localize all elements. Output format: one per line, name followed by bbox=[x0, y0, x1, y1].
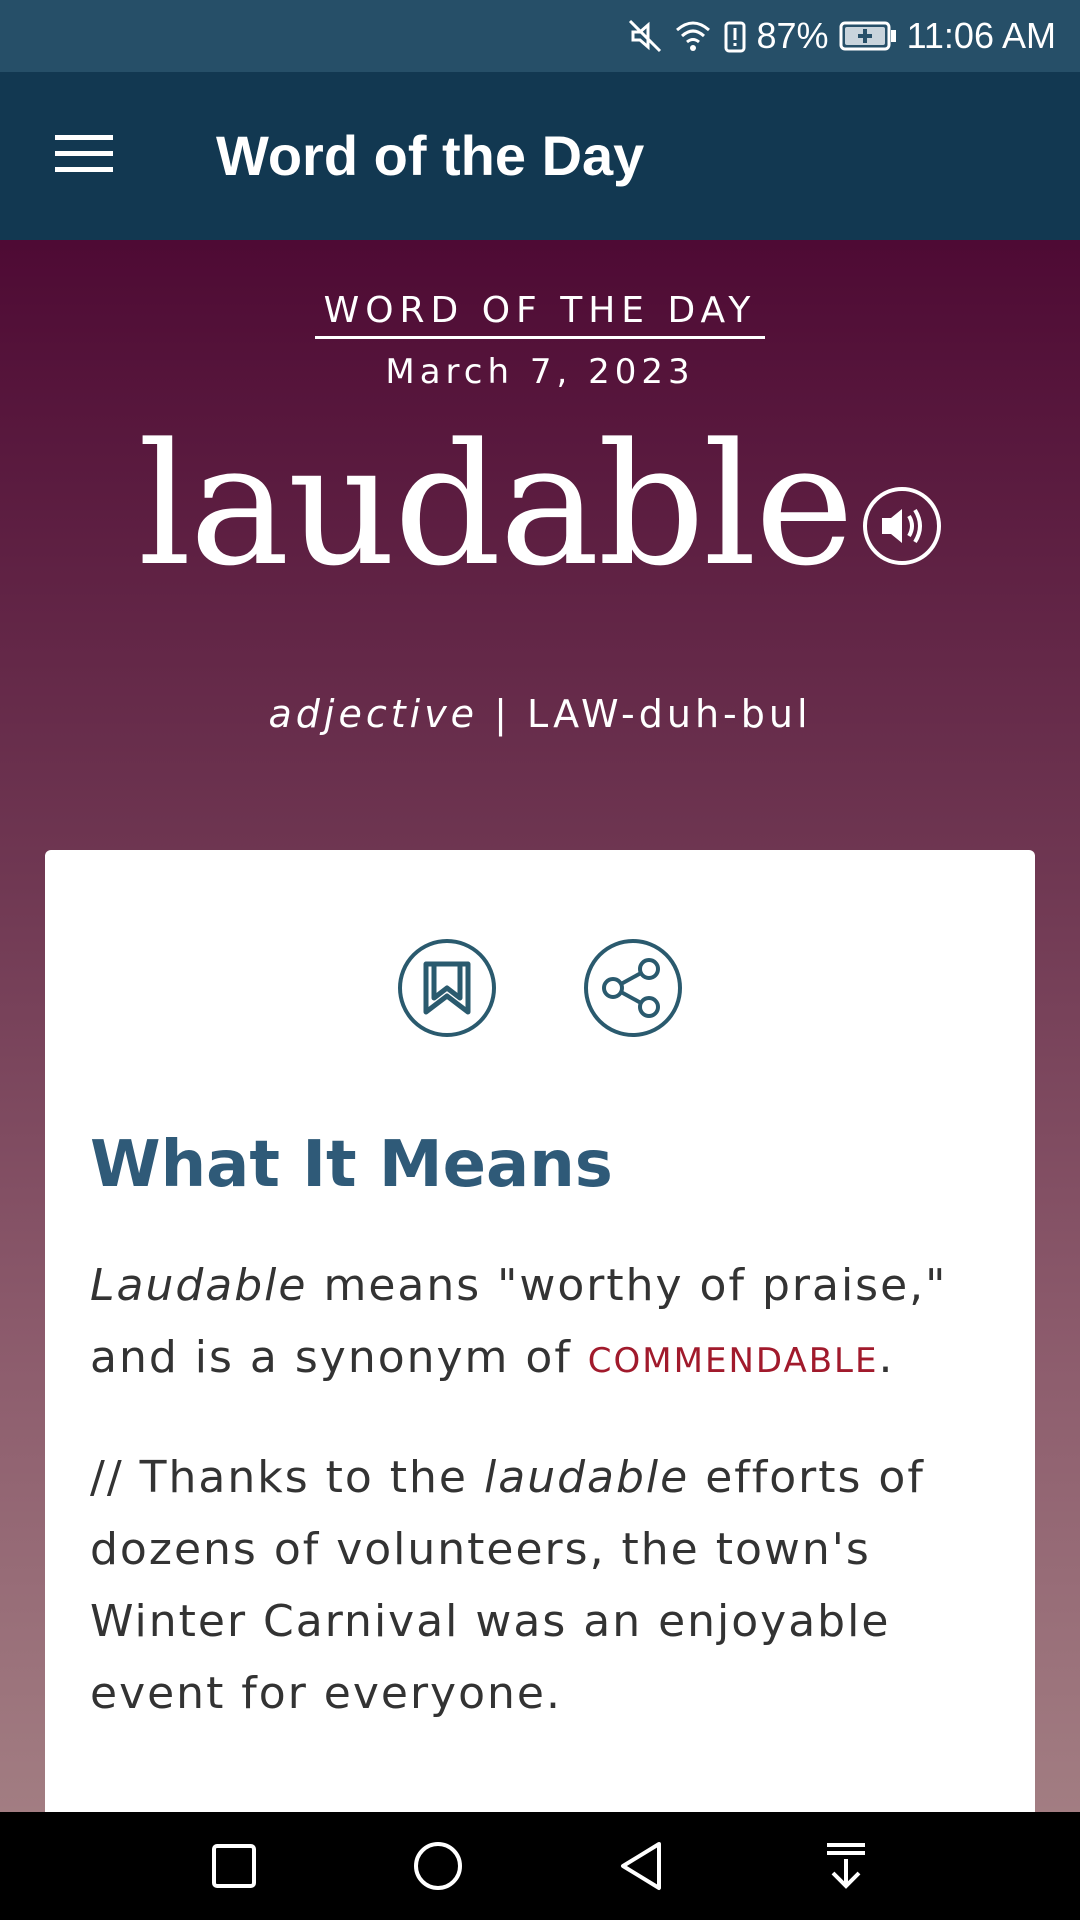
definition-word: Laudable bbox=[90, 1260, 308, 1311]
battery-charging-icon bbox=[839, 19, 897, 53]
kicker-underline bbox=[315, 336, 765, 339]
back-icon bbox=[615, 1839, 669, 1893]
share-icon bbox=[583, 938, 683, 1038]
word-date: March 7, 2023 bbox=[385, 352, 695, 392]
section-title: What It Means bbox=[90, 1128, 613, 1202]
pronunciation-audio-button[interactable] bbox=[862, 486, 942, 566]
definition-end: . bbox=[878, 1332, 895, 1383]
status-icons bbox=[627, 0, 1057, 72]
example-prefix: // Thanks to the bbox=[90, 1452, 484, 1503]
example-sentence bbox=[90, 1442, 990, 1730]
synonym-link[interactable]: COMMENDABLE bbox=[587, 1341, 879, 1381]
system-nav-bar bbox=[0, 1812, 1080, 1920]
card-actions bbox=[45, 938, 1035, 1038]
definition-body: means "worthy of praise," and is a synonym of bbox=[90, 1260, 948, 1383]
notification-pull-button[interactable] bbox=[806, 1826, 886, 1906]
recent-apps-icon bbox=[209, 1841, 259, 1891]
battery-percent: 87% bbox=[756, 15, 829, 56]
app-bar bbox=[0, 72, 1080, 240]
mute-icon bbox=[627, 18, 663, 54]
example-suffix: efforts of dozens of volunteers, the town's Winter Carnival was an enjoyable event for everyone. bbox=[90, 1452, 925, 1719]
speaker-icon bbox=[862, 486, 942, 566]
kicker-label: WORD OF THE DAY bbox=[323, 290, 757, 331]
clock: 11:06 AM bbox=[906, 15, 1056, 56]
notification-pull-icon bbox=[821, 1839, 871, 1893]
menu-button[interactable] bbox=[40, 118, 128, 194]
back-button[interactable] bbox=[602, 1826, 682, 1906]
status-bar bbox=[0, 0, 1080, 72]
bookmark-icon bbox=[397, 938, 497, 1038]
pronunciation-separator: | bbox=[478, 692, 528, 736]
definition-card bbox=[45, 850, 1035, 1850]
part-of-speech: adjective bbox=[268, 692, 479, 736]
example-word: laudable bbox=[484, 1452, 690, 1503]
pronunciation-line bbox=[0, 692, 1080, 736]
share-button[interactable] bbox=[583, 938, 683, 1038]
app-title: Word of the Day bbox=[216, 124, 645, 187]
bookmark-button[interactable] bbox=[397, 938, 497, 1038]
home-icon bbox=[411, 1839, 465, 1893]
headword-row bbox=[0, 407, 1080, 603]
wifi-icon bbox=[673, 18, 713, 54]
word-hero bbox=[0, 240, 1080, 1812]
definition-text bbox=[90, 1250, 990, 1397]
hamburger-menu-icon bbox=[55, 133, 113, 179]
battery-alert-icon bbox=[723, 18, 747, 54]
recent-apps-button[interactable] bbox=[194, 1826, 274, 1906]
pronunciation: LAW-duh-bul bbox=[527, 692, 812, 736]
home-button[interactable] bbox=[398, 1826, 478, 1906]
headword: laudable bbox=[137, 407, 853, 603]
